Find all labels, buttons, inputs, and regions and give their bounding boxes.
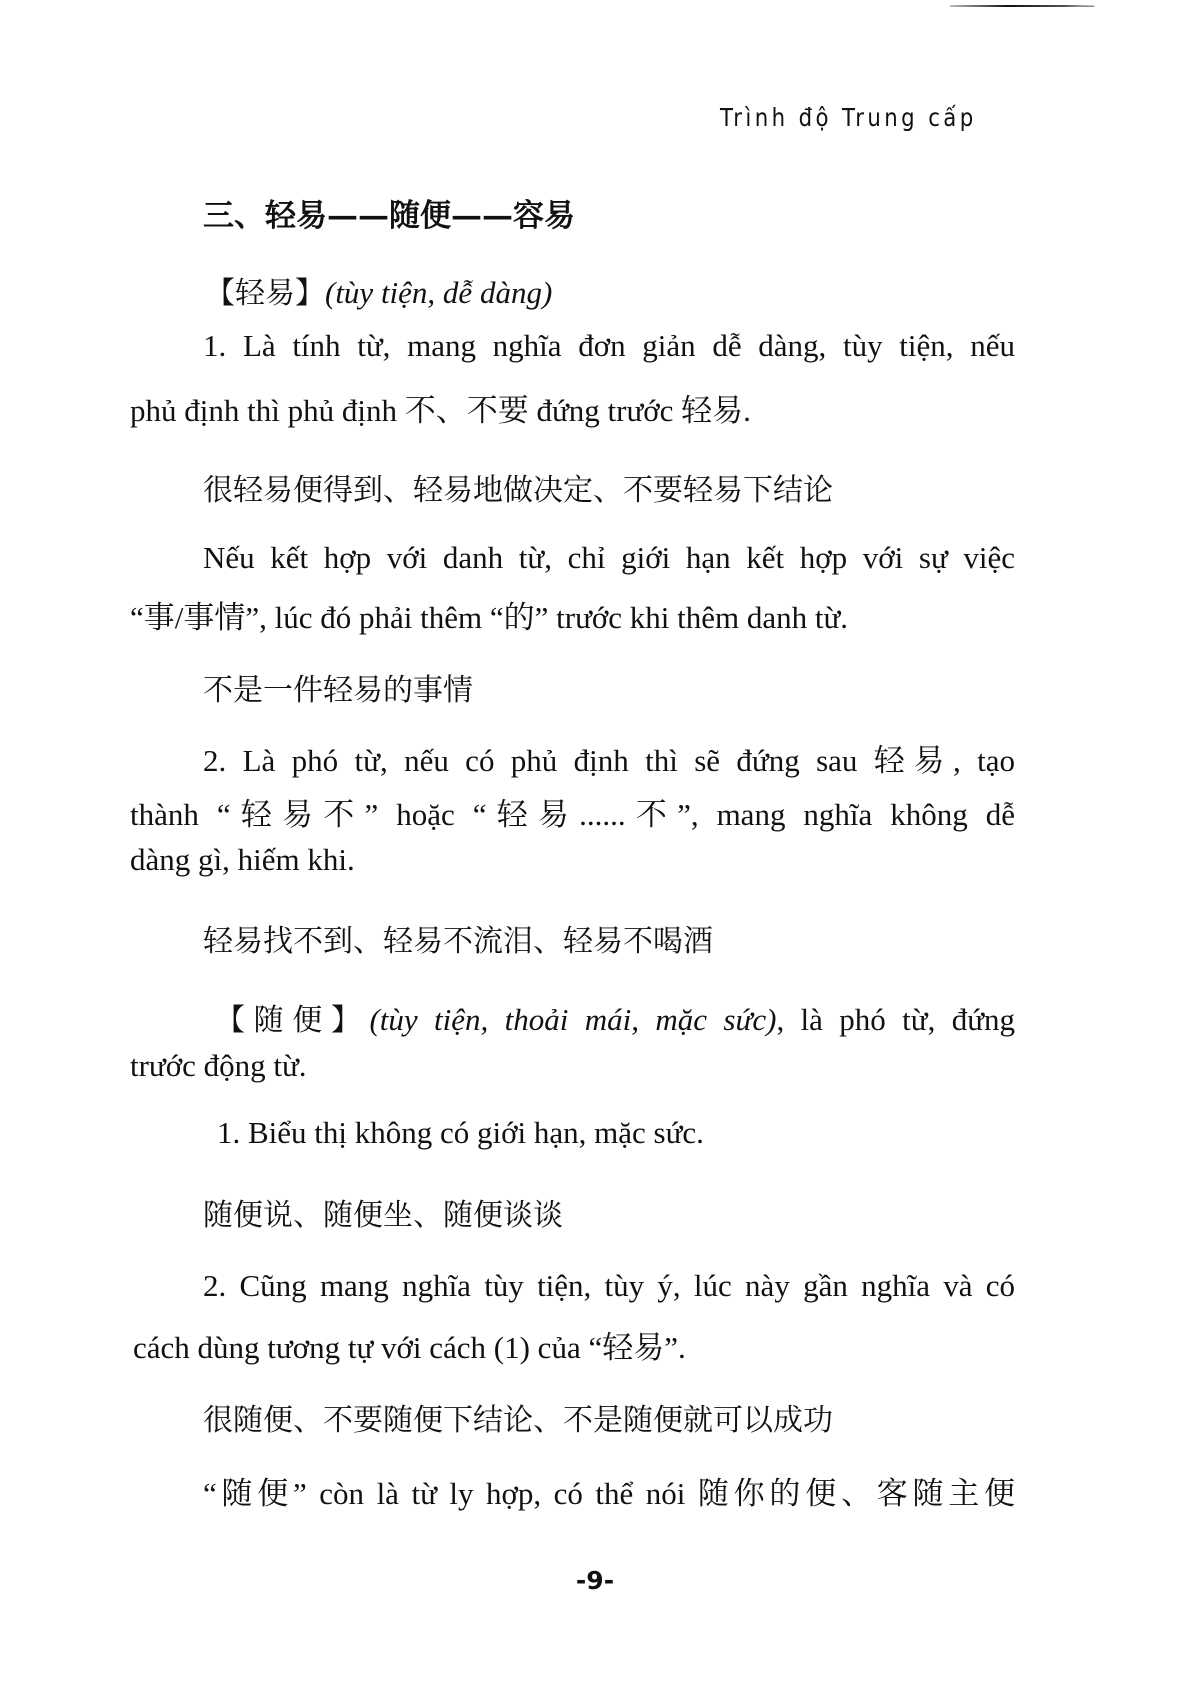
paragraph-line: 1. Là tính từ, mang nghĩa đơn giản dễ dàng, tùy tiện, nếu [203,328,1015,363]
term-label: 【轻易】 [205,276,325,311]
term-gloss: (tùy tiện, thoải mái, mặc sức) [369,1002,777,1037]
term-intro: , là phó từ, đứng [776,1002,1016,1037]
term-label: 【随便】 [215,1003,370,1038]
paragraph-line: trước động từ. [130,1048,307,1083]
paragraph-line: dàng gì, hiếm khi. [130,842,355,877]
running-head: Trình độ Trung cấp [720,103,977,132]
term-heading-qingyi [205,268,552,312]
paragraph-line: phủ định thì phủ định 不、不要 đứng trước 轻易. [130,393,751,428]
section-heading: 三、轻易——随便——容易 [203,198,575,234]
paragraph-line: 2. Là phó từ, nếu có phủ định thì sẽ đứng sau 轻易, tạo [203,743,1015,778]
example-line: 很随便、不要随便下结论、不是随便就可以成功 [203,1403,833,1438]
example-line: 随便说、随便坐、随便谈谈 [203,1198,563,1233]
term-gloss: (tùy tiện, dễ dàng) [325,275,553,310]
example-line: 不是一件轻易的事情 [203,673,473,708]
term-heading-suibian [215,995,1015,1039]
page-number: -9- [575,1566,615,1595]
example-line: 很轻易便得到、轻易地做决定、不要轻易下结论 [203,473,833,508]
header-rule [950,5,1095,7]
header-rule-tail [1082,6,1094,7]
paragraph-line: cách dùng tương tự với cách (1) của “轻易”. [133,1330,686,1365]
paragraph-line: 2. Cũng mang nghĩa tùy tiện, tùy ý, lúc này gần nghĩa và có [203,1268,1015,1303]
paragraph-line: thành “轻易不” hoặc “轻易......不”, mang nghĩa không dễ [130,797,1015,832]
paragraph-line: 1. Biểu thị không có giới hạn, mặc sức. [217,1115,704,1150]
paragraph-line: “事/事情”, lúc đó phải thêm “的” trước khi thêm danh từ. [130,600,849,635]
example-line: 轻易找不到、轻易不流泪、轻易不喝酒 [203,924,713,959]
paragraph-line: Nếu kết hợp với danh từ, chỉ giới hạn kết hợp với sự việc [203,540,1015,575]
paragraph-line: “随便” còn là từ ly hợp, có thể nói 随你的便、客随主便 [203,1476,1015,1511]
